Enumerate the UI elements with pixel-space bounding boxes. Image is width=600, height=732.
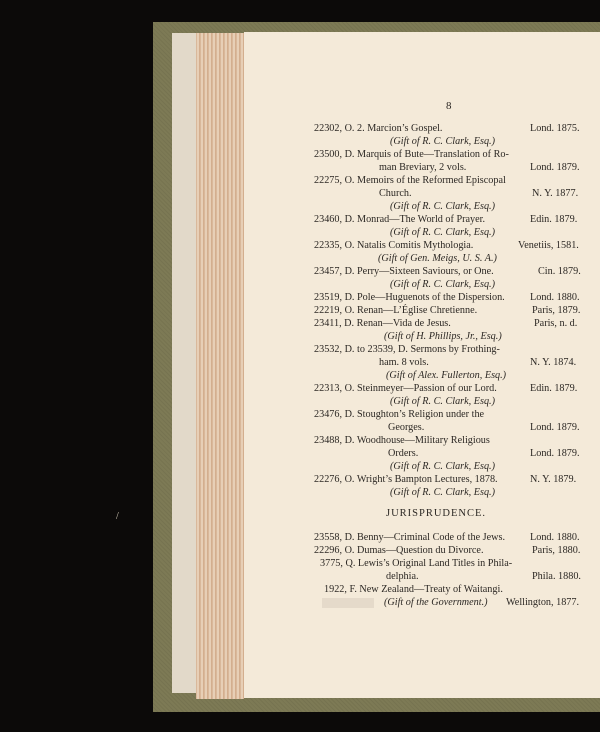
entry-imprint: Phila. 1880.: [532, 571, 581, 582]
entry-text: man Breviary, 2 vols.: [379, 162, 467, 173]
entry-text: 23457, D. Perry—Sixteen Saviours, or One.: [314, 266, 494, 277]
entry-gift: (Gift of R. C. Clark, Esq.): [390, 227, 495, 238]
entry-text: 22296, O. Dumas—Question du Divorce.: [314, 545, 484, 556]
entry-text: 22275, O. Memoirs of the Reformed Episcopal: [314, 175, 506, 186]
entry-text: 23476, D. Stoughton’s Religion under the: [314, 409, 485, 420]
entry-text: 23411, D. Renan—Vida de Jesus.: [314, 318, 451, 329]
section-heading: JURISPRUDENCE.: [386, 508, 487, 519]
entry-text: 23500, D. Marquis of Bute—Translation of Ro-: [314, 149, 509, 160]
entry-imprint: Paris, 1879.: [532, 305, 581, 316]
entry-gift: (Gift of Alex. Fullerton, Esq.): [386, 370, 507, 381]
entry-imprint: N. Y. 1879.: [530, 474, 577, 485]
entry-text: delphia.: [386, 571, 419, 582]
entry-imprint: Paris, n. d.: [534, 318, 578, 329]
entry-text: 23460, D. Monrad—The World of Prayer.: [314, 214, 486, 225]
entry-imprint: Lond. 1880.: [530, 292, 580, 303]
entry-imprint: Lond. 1879.: [530, 162, 580, 173]
entry-text: 23519, D. Pole—Huguenots of the Dispersion.: [314, 292, 505, 303]
entry-imprint: Lond. 1875.: [530, 123, 580, 134]
entry-imprint: Edin. 1879.: [530, 214, 578, 225]
entry-text: Orders.: [388, 448, 419, 459]
entry-text: 1922, F. New Zealand—Treaty of Waitangi.: [324, 584, 503, 595]
entry-gift: (Gift of R. C. Clark, Esq.): [390, 396, 495, 407]
entry-text: 23532, D. to 23539, D. Sermons by Frothing-: [314, 344, 500, 355]
entry-text: 23488, D. Woodhouse—Military Religious: [314, 435, 490, 446]
entry-gift: (Gift of R. C. Clark, Esq.): [390, 487, 495, 498]
entry-text: Georges.: [388, 422, 425, 433]
endpaper: [172, 33, 196, 693]
page-number: 8: [446, 100, 452, 112]
entry-text: 3775, Q. Lewis’s Original Land Titles in Phila-: [320, 558, 513, 569]
entry-text: 22335, O. Natalis Comitis Mythologia.: [314, 240, 474, 251]
page-edges: [196, 33, 244, 699]
entry-imprint: Lond. 1880.: [530, 532, 580, 543]
entry-imprint: Edin. 1879.: [530, 383, 578, 394]
entry-text: Church.: [379, 188, 412, 199]
entry-imprint: N. Y. 1874.: [530, 357, 577, 368]
entry-imprint: Lond. 1879.: [530, 422, 580, 433]
entry-gift: (Gift of H. Phillips, Jr., Esq.): [384, 331, 502, 342]
entry-imprint: Cin. 1879.: [538, 266, 581, 277]
entry-gift: (Gift of R. C. Clark, Esq.): [390, 279, 495, 290]
entry-text: 22276, O. Wright’s Bampton Lectures, 1878.: [314, 474, 498, 485]
entry-text: 22302, O. 2. Marcion’s Gospel.: [314, 123, 443, 134]
entry-text: 22219, O. Renan—L’Église Chretienne.: [314, 305, 478, 316]
entry-text: 23558, D. Benny—Criminal Code of the Jews.: [314, 532, 505, 543]
entry-text: ham. 8 vols.: [379, 357, 429, 368]
entry-gift: (Gift of R. C. Clark, Esq.): [390, 201, 495, 212]
entry-gift: (Gift of the Government.): [384, 597, 488, 608]
entry-imprint: Lond. 1879.: [530, 448, 580, 459]
entry-gift: (Gift of Gen. Meigs, U. S. A.): [378, 253, 497, 264]
faded-text: [322, 598, 374, 608]
entry-gift: (Gift of R. C. Clark, Esq.): [390, 461, 495, 472]
stray-mark: /: [116, 511, 119, 522]
entry-imprint: Wellington, 1877.: [506, 597, 580, 608]
entry-imprint: N. Y. 1877.: [532, 188, 579, 199]
entry-text: 22313, O. Steinmeyer—Passion of our Lord.: [314, 383, 497, 394]
entry-gift: (Gift of R. C. Clark, Esq.): [390, 136, 495, 147]
entry-imprint: Venetiis, 1581.: [518, 240, 579, 251]
entry-imprint: Paris, 1880.: [532, 545, 581, 556]
